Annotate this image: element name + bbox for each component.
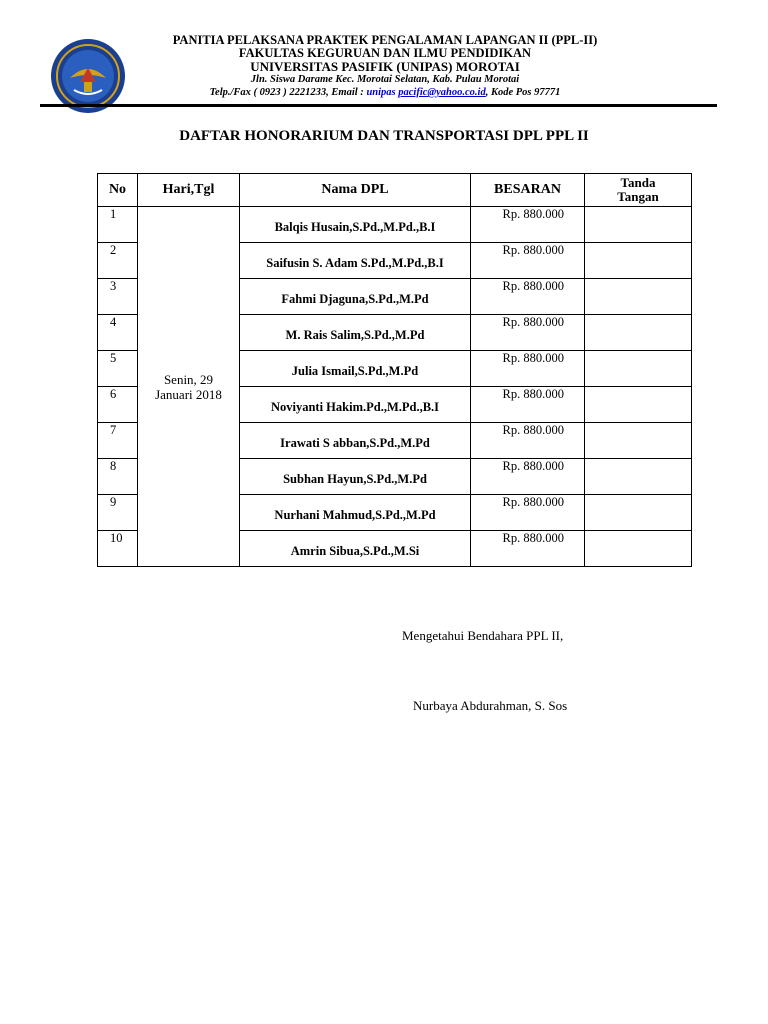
- contact-prefix: Telp./Fax ( 0923 ) 2221233, Email :: [209, 87, 367, 98]
- row-signature: [585, 495, 692, 531]
- row-name: M. Rais Salim,S.Pd.,M.Pd: [240, 315, 471, 351]
- row-no: 5: [98, 351, 138, 387]
- row-no: 7: [98, 423, 138, 459]
- contact-suffix: , Kode Pos 97771: [485, 87, 561, 98]
- row-signature: [585, 423, 692, 459]
- row-no: 3: [98, 279, 138, 315]
- row-amount: Rp. 880.000: [471, 423, 585, 459]
- row-signature: [585, 279, 692, 315]
- date-line1: Senin, 29: [163, 371, 214, 387]
- header-no: No: [98, 174, 138, 207]
- row-signature: [585, 459, 692, 495]
- row-amount: Rp. 880.000: [471, 207, 585, 243]
- row-signature: [585, 531, 692, 567]
- header-name: Nama DPL: [240, 174, 471, 207]
- row-amount: Rp. 880.000: [471, 351, 585, 387]
- faculty-name: FAKULTAS KEGURUAN DAN ILMU PENDIDIKAN: [238, 46, 532, 60]
- row-amount: Rp. 880.000: [471, 315, 585, 351]
- row-amount: Rp. 880.000: [471, 279, 585, 315]
- header-signature-line2: Tangan: [617, 189, 659, 204]
- row-name: Balqis Husain,S.Pd.,M.Pd.,B.I: [240, 207, 471, 243]
- email-user: unipas: [366, 87, 399, 98]
- row-name: Saifusin S. Adam S.Pd.,M.Pd.,B.I: [240, 243, 471, 279]
- header-amount: BESARAN: [471, 174, 585, 207]
- header-date: Hari,Tgl: [138, 174, 240, 207]
- date-cell: [138, 207, 240, 567]
- signatory-name: Nurbaya Abdurahman, S. Sos: [413, 698, 568, 713]
- row-no: 9: [98, 495, 138, 531]
- university-logo-icon: [50, 38, 126, 114]
- row-signature: [585, 387, 692, 423]
- address: Jln. Siswa Darame Kec. Morotai Selatan, Kab. Pulau Morotai: [250, 74, 520, 85]
- row-signature: [585, 243, 692, 279]
- row-amount: Rp. 880.000: [471, 495, 585, 531]
- row-name: Nurhani Mahmud,S.Pd.,M.Pd: [240, 495, 471, 531]
- acknowledgement-text: Mengetahui Bendahara PPL II,: [402, 628, 564, 643]
- header-signature: [585, 174, 692, 207]
- honorarium-table: [97, 173, 692, 567]
- committee-name: PANITIA PELAKSANA PRAKTEK PENGALAMAN LAPANGAN II (PPL-II): [172, 33, 598, 47]
- row-no: 4: [98, 315, 138, 351]
- row-signature: [585, 351, 692, 387]
- university-name: UNIVERSITAS PASIFIK (UNIPAS) MOROTAI: [250, 59, 520, 74]
- date-line2: Januari 2018: [155, 386, 222, 402]
- contact-line: [130, 86, 640, 99]
- document-title: DAFTAR HONORARIUM DAN TRANSPORTASI DPL PPL II: [179, 128, 589, 144]
- row-name: Irawati S abban,S.Pd.,M.Pd: [240, 423, 471, 459]
- table-header-row: [98, 174, 692, 207]
- row-no: 2: [98, 243, 138, 279]
- email-link[interactable]: pacific@yahoo.co.id: [398, 87, 486, 98]
- row-amount: Rp. 880.000: [471, 459, 585, 495]
- row-name: Julia Ismail,S.Pd.,M.Pd: [240, 351, 471, 387]
- row-no: 8: [98, 459, 138, 495]
- row-amount: Rp. 880.000: [471, 387, 585, 423]
- row-name: Noviyanti Hakim.Pd.,M.Pd.,B.I: [240, 387, 471, 423]
- row-no: 10: [98, 531, 138, 567]
- row-signature: [585, 315, 692, 351]
- row-amount: Rp. 880.000: [471, 531, 585, 567]
- row-name: Amrin Sibua,S.Pd.,M.Si: [240, 531, 471, 567]
- row-no: 1: [98, 207, 138, 243]
- row-signature: [585, 207, 692, 243]
- row-no: 6: [98, 387, 138, 423]
- row-amount: Rp. 880.000: [471, 243, 585, 279]
- header-signature-line1: Tanda: [620, 175, 656, 190]
- letterhead: [130, 34, 640, 99]
- table-row: [98, 207, 692, 243]
- header-divider: [40, 104, 717, 107]
- row-name: Fahmi Djaguna,S.Pd.,M.Pd: [240, 279, 471, 315]
- row-name: Subhan Hayun,S.Pd.,M.Pd: [240, 459, 471, 495]
